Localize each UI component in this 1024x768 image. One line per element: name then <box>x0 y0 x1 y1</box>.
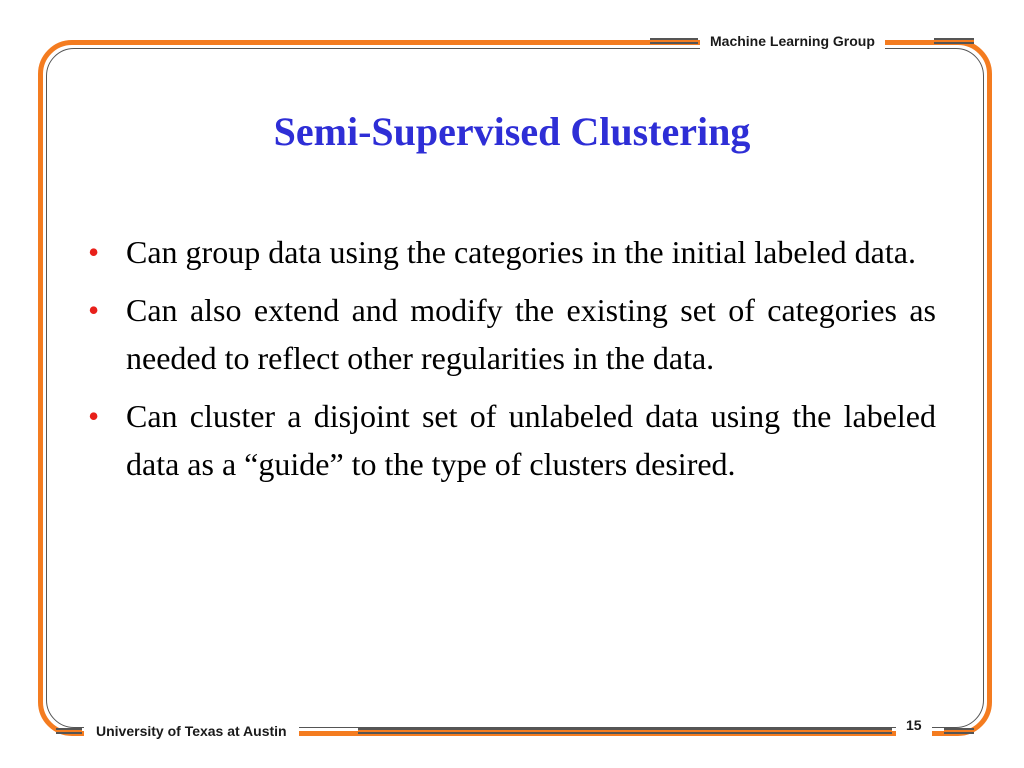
bullet-text: Can cluster a disjoint set of unlabeled data using the labeled data as a “guide” to the type of clusters desired. <box>126 398 936 482</box>
bullet-dot-icon: • <box>88 398 100 434</box>
header-group-label: Machine Learning Group <box>700 30 885 52</box>
bullet-text: Can group data using the categories in the initial labeled data. <box>126 234 916 270</box>
footer-rule-middle <box>358 728 892 734</box>
bullet-list <box>84 228 936 498</box>
header-rule-left <box>650 38 698 44</box>
bullet-dot-icon: • <box>88 292 100 328</box>
bullet-item <box>84 286 936 382</box>
page-number: 15 <box>896 714 932 736</box>
bullet-item <box>84 228 936 276</box>
footer-rule-right <box>944 728 974 734</box>
bullet-item <box>84 392 936 488</box>
bullet-dot-icon: • <box>88 234 100 270</box>
footer-rule-left <box>56 728 82 734</box>
bullet-text: Can also extend and modify the existing set of categories as needed to reflect other regularities in the data. <box>126 292 936 376</box>
slide-title: Semi-Supervised Clustering <box>273 109 751 154</box>
header-rule-right <box>934 38 974 44</box>
footer-institution: University of Texas at Austin <box>84 720 299 742</box>
